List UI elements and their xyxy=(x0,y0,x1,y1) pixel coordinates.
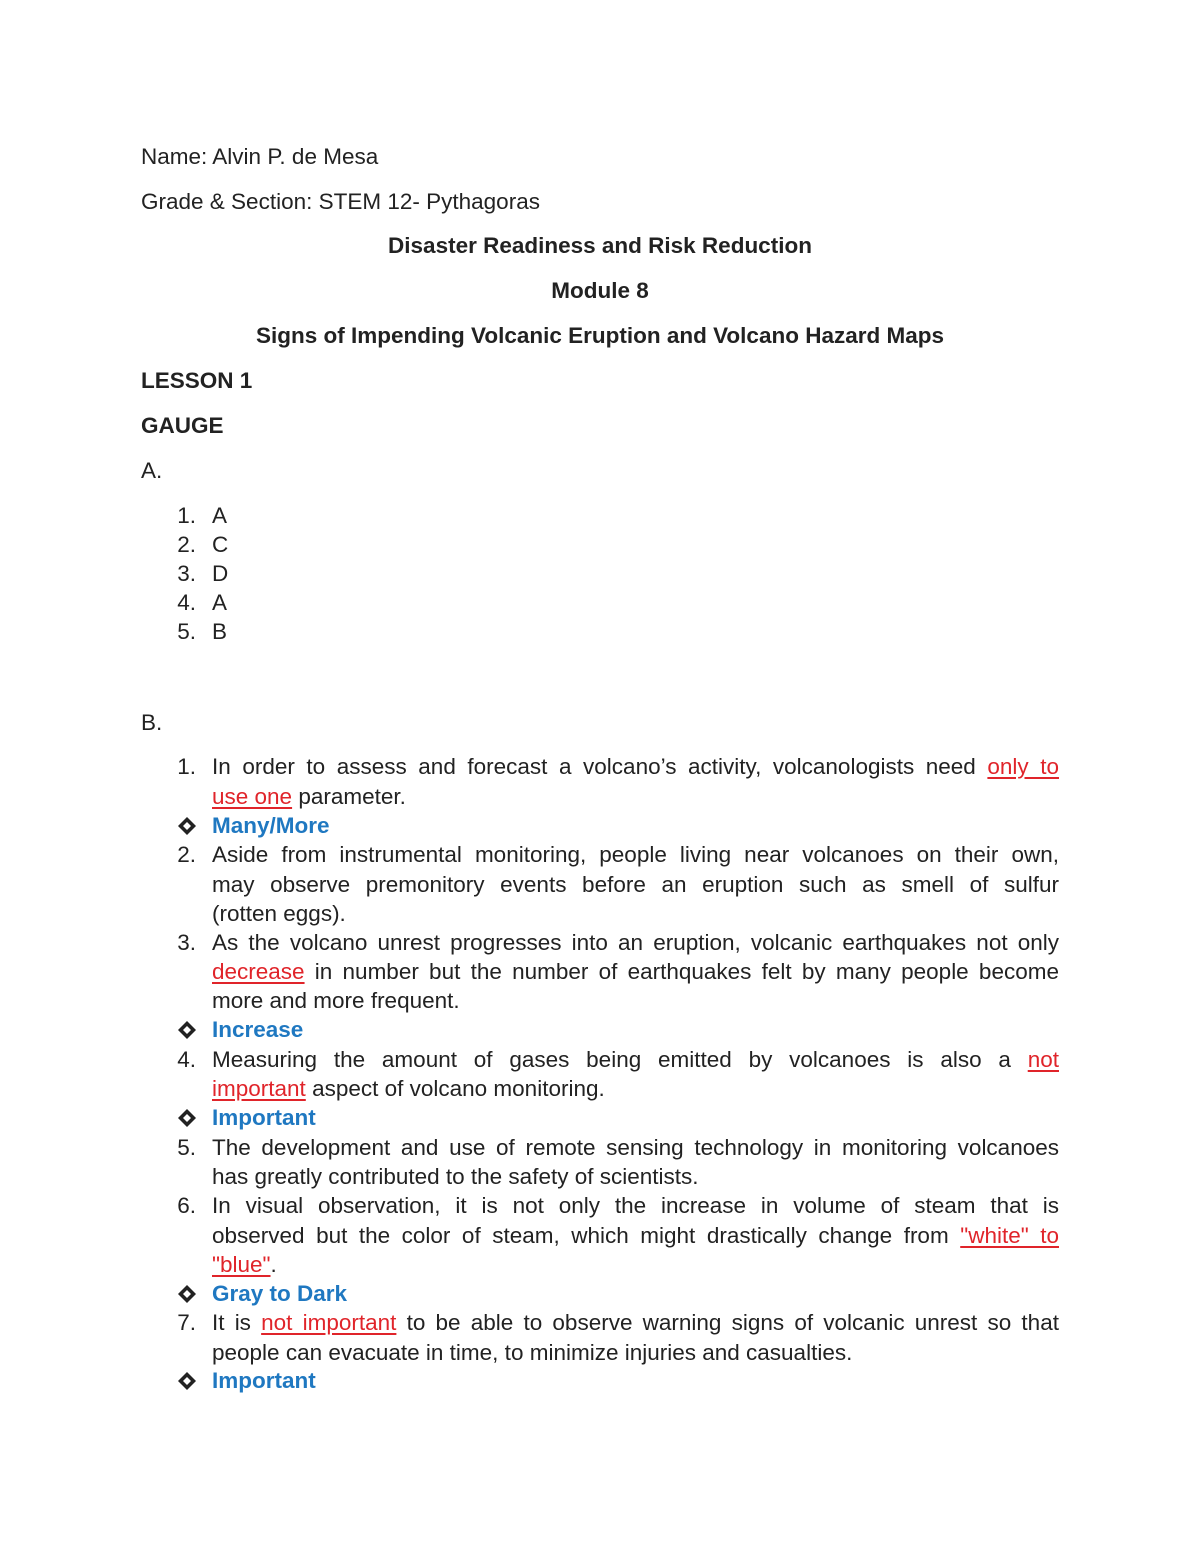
list-item-number: 1. xyxy=(177,503,196,528)
question-2-line-2: may observe premonitory events before an eruption such as smell of sulfur xyxy=(212,872,1059,897)
question-1-line-2: use one parameter. xyxy=(212,784,406,809)
list-item-number: 5. xyxy=(177,619,196,644)
question-number: 2. xyxy=(177,842,196,867)
question-2-line-1: Aside from instrumental monitoring, people living near volcanoes on their own, xyxy=(212,842,1059,867)
question-6-line-1: In visual observation, it is not only the increase in volume of steam that is xyxy=(212,1193,1059,1218)
part-a-label: A. xyxy=(141,458,163,483)
answer-correction: Many/More xyxy=(212,813,330,838)
question-6-line-2: observed but the color of steam, which might drastically change from "white" to xyxy=(212,1223,1059,1248)
false-phrase: decrease xyxy=(212,959,305,984)
question-number: 1. xyxy=(177,754,196,779)
answer-correction: Gray to Dark xyxy=(212,1281,348,1306)
list-item-number: 3. xyxy=(177,561,196,586)
question-3-line-1: As the volcano unrest progresses into an eruption, volcanic earthquakes not only xyxy=(212,930,1059,955)
question-3-line-3: more and more frequent. xyxy=(212,988,460,1013)
diamond-bullet-icon xyxy=(177,816,197,836)
name-label: Name: xyxy=(141,144,208,169)
diamond-bullet-icon xyxy=(177,1371,197,1391)
false-phrase: important xyxy=(212,1076,306,1101)
false-phrase: "blue" xyxy=(212,1252,271,1277)
question-1-line-1: In order to assess and forecast a volcano’s activity, volcanologists need only to xyxy=(212,754,1059,779)
section-heading: GAUGE xyxy=(141,413,224,438)
question-7-line-1: It is not important to be able to observe warning signs of volcanic unrest so that xyxy=(212,1310,1059,1335)
question-4-line-1: Measuring the amount of gases being emitted by volcanoes is also a not xyxy=(212,1047,1059,1072)
list-item-answer: A xyxy=(212,503,228,528)
diamond-bullet-icon xyxy=(177,1284,197,1304)
subject-title: Disaster Readiness and Risk Reduction xyxy=(388,233,812,258)
question-2-line-3: (rotten eggs). xyxy=(212,901,346,926)
false-phrase: use one xyxy=(212,784,293,809)
false-phrase: not xyxy=(1027,1047,1059,1072)
grade-label: Grade & Section: xyxy=(141,189,313,214)
lesson-heading: LESSON 1 xyxy=(141,368,253,393)
module-title: Module 8 xyxy=(551,278,649,303)
question-3-line-2: decrease in number but the number of earthquakes felt by many people become xyxy=(212,959,1059,984)
question-number: 7. xyxy=(177,1310,196,1335)
name-line xyxy=(141,146,378,169)
question-7-line-2: people can evacuate in time, to minimize injuries and casualties. xyxy=(212,1340,853,1365)
answer-correction: Increase xyxy=(212,1017,304,1042)
diamond-bullet-icon xyxy=(177,1020,197,1040)
question-number: 4. xyxy=(177,1047,196,1072)
answer-correction: Important xyxy=(212,1105,316,1130)
question-number: 3. xyxy=(177,930,196,955)
question-6-line-3: "blue". xyxy=(212,1252,277,1277)
question-5-line-1: The development and use of remote sensing technology in monitoring volcanoes xyxy=(212,1135,1059,1160)
question-number: 5. xyxy=(177,1135,196,1160)
list-item-number: 4. xyxy=(177,590,196,615)
false-phrase: not important xyxy=(261,1310,397,1335)
part-b-label: B. xyxy=(141,710,163,735)
list-item-answer: B xyxy=(212,619,228,644)
question-4-line-2: important aspect of volcano monitoring. xyxy=(212,1076,605,1101)
false-phrase: only to xyxy=(987,754,1059,779)
question-5-line-2: has greatly contributed to the safety of scientists. xyxy=(212,1164,699,1189)
list-item-answer: D xyxy=(212,561,229,586)
answer-correction: Important xyxy=(212,1368,316,1393)
question-number: 6. xyxy=(177,1193,196,1218)
list-item-answer: A xyxy=(212,590,228,615)
list-item-number: 2. xyxy=(177,532,196,557)
list-item-answer: C xyxy=(212,532,229,557)
grade-value: STEM 12- Pythagoras xyxy=(318,189,540,214)
topic-title: Signs of Impending Volcanic Eruption and Volcano Hazard Maps xyxy=(256,323,944,348)
name-value: Alvin P. de Mesa xyxy=(212,144,379,169)
grade-line xyxy=(141,191,540,214)
false-phrase: "white" to xyxy=(960,1223,1059,1248)
diamond-bullet-icon xyxy=(177,1108,197,1128)
